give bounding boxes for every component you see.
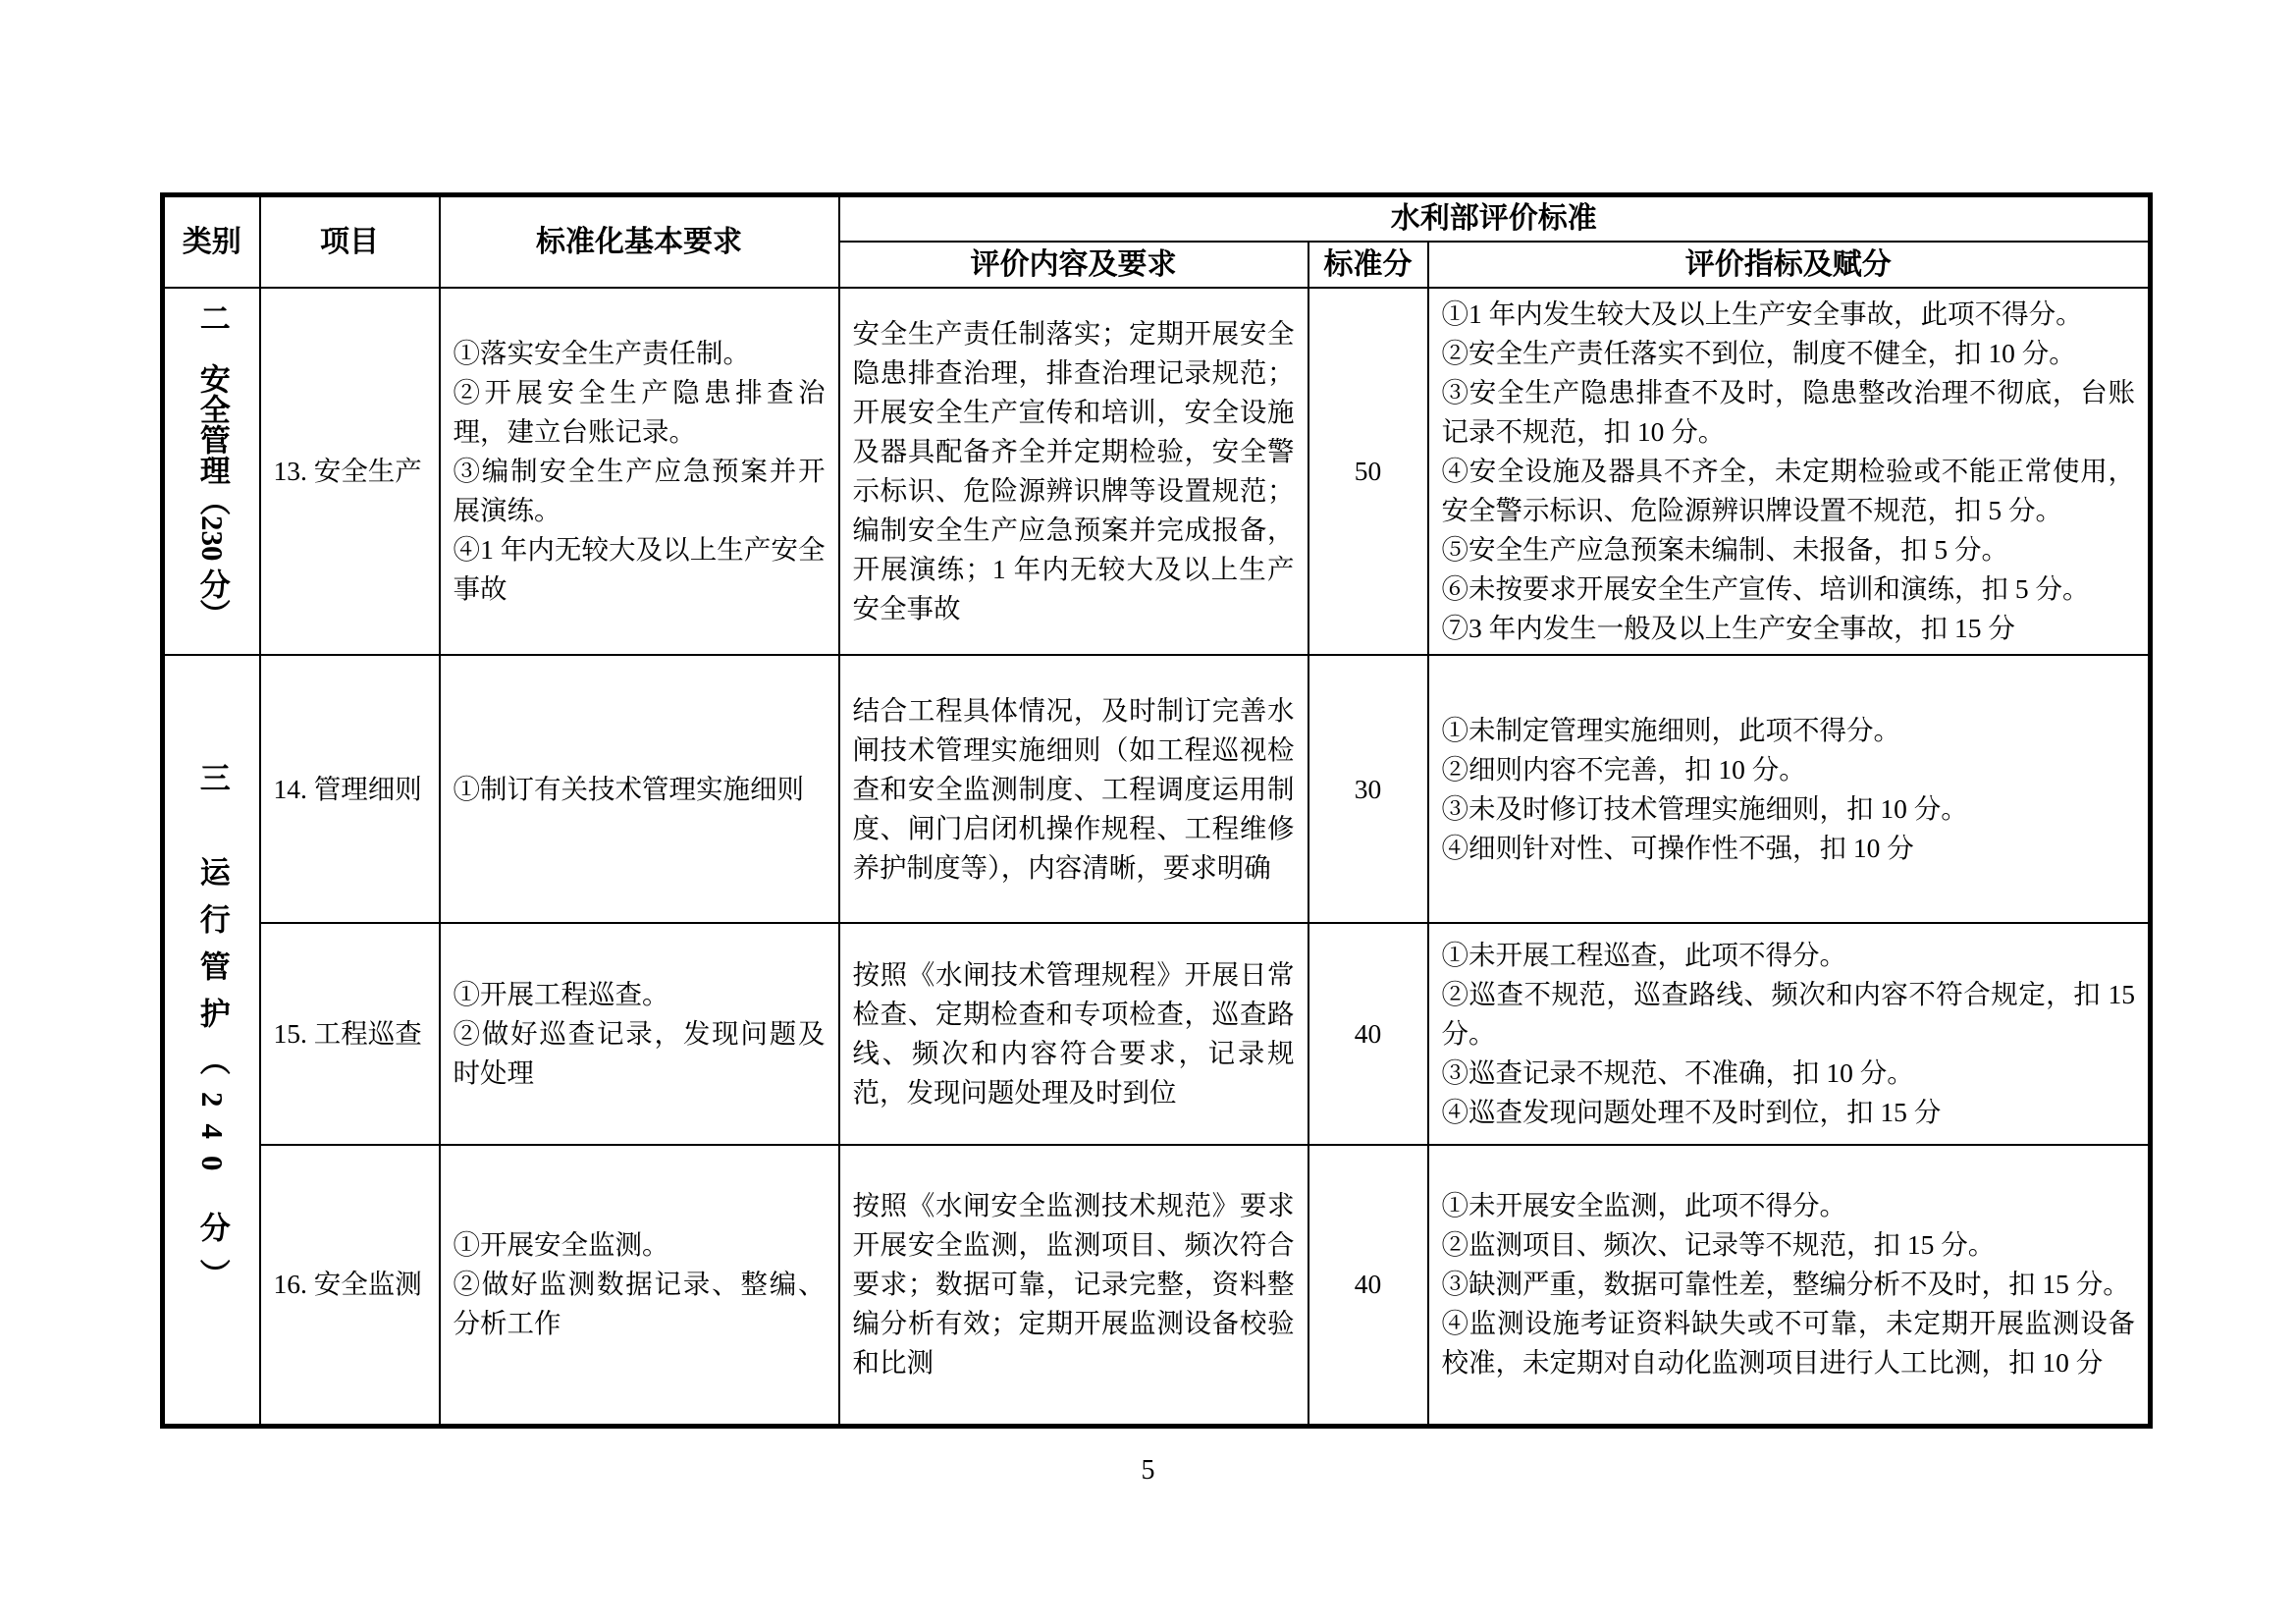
indicator-line: ⑤安全生产应急预案未编制、未报备，扣 5 分。: [1441, 534, 2008, 565]
indicators-cell: [1428, 655, 2151, 923]
indicator-line: ③巡查记录不规范、不准确，扣 10 分。: [1441, 1057, 1914, 1088]
requirement-line: ①开展安全监测。: [453, 1229, 669, 1261]
indicators-cell: [1428, 288, 2151, 655]
indicator-line: ①未制定管理实施细则，此项不得分。: [1441, 714, 1900, 745]
requirement-line: ③编制安全生产应急预案并开展演练。: [453, 456, 826, 525]
indicator-line: ⑦3 年内发生一般及以上生产安全事故，扣 15 分: [1441, 613, 2015, 643]
requirement-line: ①落实安全生产责任制。: [453, 338, 750, 368]
score-cell: 30: [1308, 655, 1428, 923]
indicator-line: ①1 年内发生较大及以上生产安全事故，此项不得分。: [1441, 298, 2083, 329]
category-label: 三 运行管护（240 分）: [194, 762, 230, 1307]
table-row-15: [163, 923, 2151, 1145]
category-cell-safety-management: [163, 288, 260, 655]
col-header-item: 项目: [260, 195, 440, 289]
indicator-line: ②安全生产责任落实不到位，制度不健全，扣 10 分。: [1441, 338, 2076, 368]
indicator-line: ②监测项目、频次、记录等不规范，扣 15 分。: [1441, 1229, 1996, 1261]
score-cell: 40: [1308, 1145, 1428, 1426]
score-cell: 50: [1308, 288, 1428, 655]
requirement-line: ④1 年内无较大及以上生产安全事故: [453, 534, 826, 604]
eval-content-cell: 结合工程具体情况，及时制订完善水闸技术管理实施细则（如工程巡视检查和安全监测制度、工程调度运用制度、闸门启闭机操作规程、工程维修养护制度等），内容清晰，要求明确: [839, 655, 1308, 923]
col-header-eval-content: 评价内容及要求: [839, 242, 1308, 288]
evaluation-table: [160, 192, 2153, 1429]
item-cell: 16. 安全监测: [260, 1145, 440, 1426]
requirement-line: ②做好巡查记录，发现问题及时处理: [453, 1018, 826, 1088]
indicators-cell: [1428, 923, 2151, 1145]
indicator-line: ①未开展工程巡查，此项不得分。: [1441, 940, 1846, 970]
col-header-basic-requirements: 标准化基本要求: [440, 195, 839, 289]
col-header-eval-indicators: 评价指标及赋分: [1428, 242, 2151, 288]
item-cell: 14. 管理细则: [260, 655, 440, 923]
indicator-line: ④细则针对性、可操作性不强，扣 10 分: [1441, 832, 1914, 863]
eval-content-cell: 安全生产责任制落实；定期开展安全隐患排查治理，排查治理记录规范；开展安全生产宣传和培训，安全设施及器具配备齐全并定期检验，安全警示标识、危险源辨识牌等设置规范；编制安全生产应急预案并完成报备，开展演练；1 年内无较大及以上生产安全事故: [839, 288, 1308, 655]
col-header-ministry-standard: 水利部评价标准: [839, 195, 2151, 243]
category-cell-operation-maintenance: [163, 655, 260, 1426]
requirements-cell: [440, 1145, 839, 1426]
page-number: 5: [1141, 1455, 1155, 1486]
indicator-line: ④监测设施考证资料缺失或不可靠，未定期开展监测设备校准，未定期对自动化监测项目进行人工比测，扣 10 分: [1441, 1308, 2136, 1379]
col-header-standard-score: 标准分: [1308, 242, 1428, 288]
requirement-line: ②做好监测数据记录、整编、分析工作: [453, 1269, 826, 1339]
indicator-line: ②巡查不规范，巡查路线、频次和内容不符合规定，扣 15 分。: [1441, 979, 2136, 1049]
indicator-line: ③未及时修订技术管理实施细则，扣 10 分。: [1441, 792, 1968, 824]
indicator-line: ③安全生产隐患排查不及时，隐患整改治理不彻底，台账记录不规范，扣 10 分。: [1441, 377, 2136, 447]
requirement-line: ①开展工程巡查。: [453, 979, 669, 1009]
category-label: 二 安全管理（230 分）: [194, 301, 230, 630]
table-row-13: [163, 288, 2151, 655]
eval-content-cell: 按照《水闸安全监测技术规范》要求开展安全监测，监测项目、频次符合要求；数据可靠，记录完整，资料整编分析有效；定期开展监测设备校验和比测: [839, 1145, 1308, 1426]
requirement-line: ②开展安全生产隐患排查治理，建立台账记录。: [453, 377, 826, 447]
indicator-line: ④巡查发现问题处理不及时到位，扣 15 分: [1441, 1097, 1942, 1127]
score-cell: 40: [1308, 923, 1428, 1145]
indicator-line: ③缺测严重，数据可靠性差，整编分析不及时，扣 15 分。: [1441, 1269, 2130, 1300]
table-row-16: [163, 1145, 2151, 1426]
requirements-cell: [440, 655, 839, 923]
indicator-line: ②细则内容不完善，扣 10 分。: [1441, 753, 1806, 785]
indicator-line: ④安全设施及器具不齐全，未定期检验或不能正常使用，安全警示标识、危险源辨识牌设置不规范，扣 5 分。: [1441, 456, 2136, 525]
col-header-category: 类别: [163, 195, 260, 289]
indicator-line: ①未开展安全监测，此项不得分。: [1441, 1190, 1846, 1221]
indicator-line: ⑥未按要求开展安全生产宣传、培训和演练，扣 5 分。: [1441, 573, 2090, 604]
item-cell: 13. 安全生产: [260, 288, 440, 655]
requirement-line: ①制订有关技术管理实施细则: [453, 773, 804, 804]
requirements-cell: [440, 288, 839, 655]
item-cell: 15. 工程巡查: [260, 923, 440, 1145]
table-row-14: [163, 655, 2151, 923]
requirements-cell: [440, 923, 839, 1145]
indicators-cell: [1428, 1145, 2151, 1426]
eval-content-cell: 按照《水闸技术管理规程》开展日常检查、定期检查和专项检查，巡查路线、频次和内容符合要求，记录规范，发现问题处理及时到位: [839, 923, 1308, 1145]
